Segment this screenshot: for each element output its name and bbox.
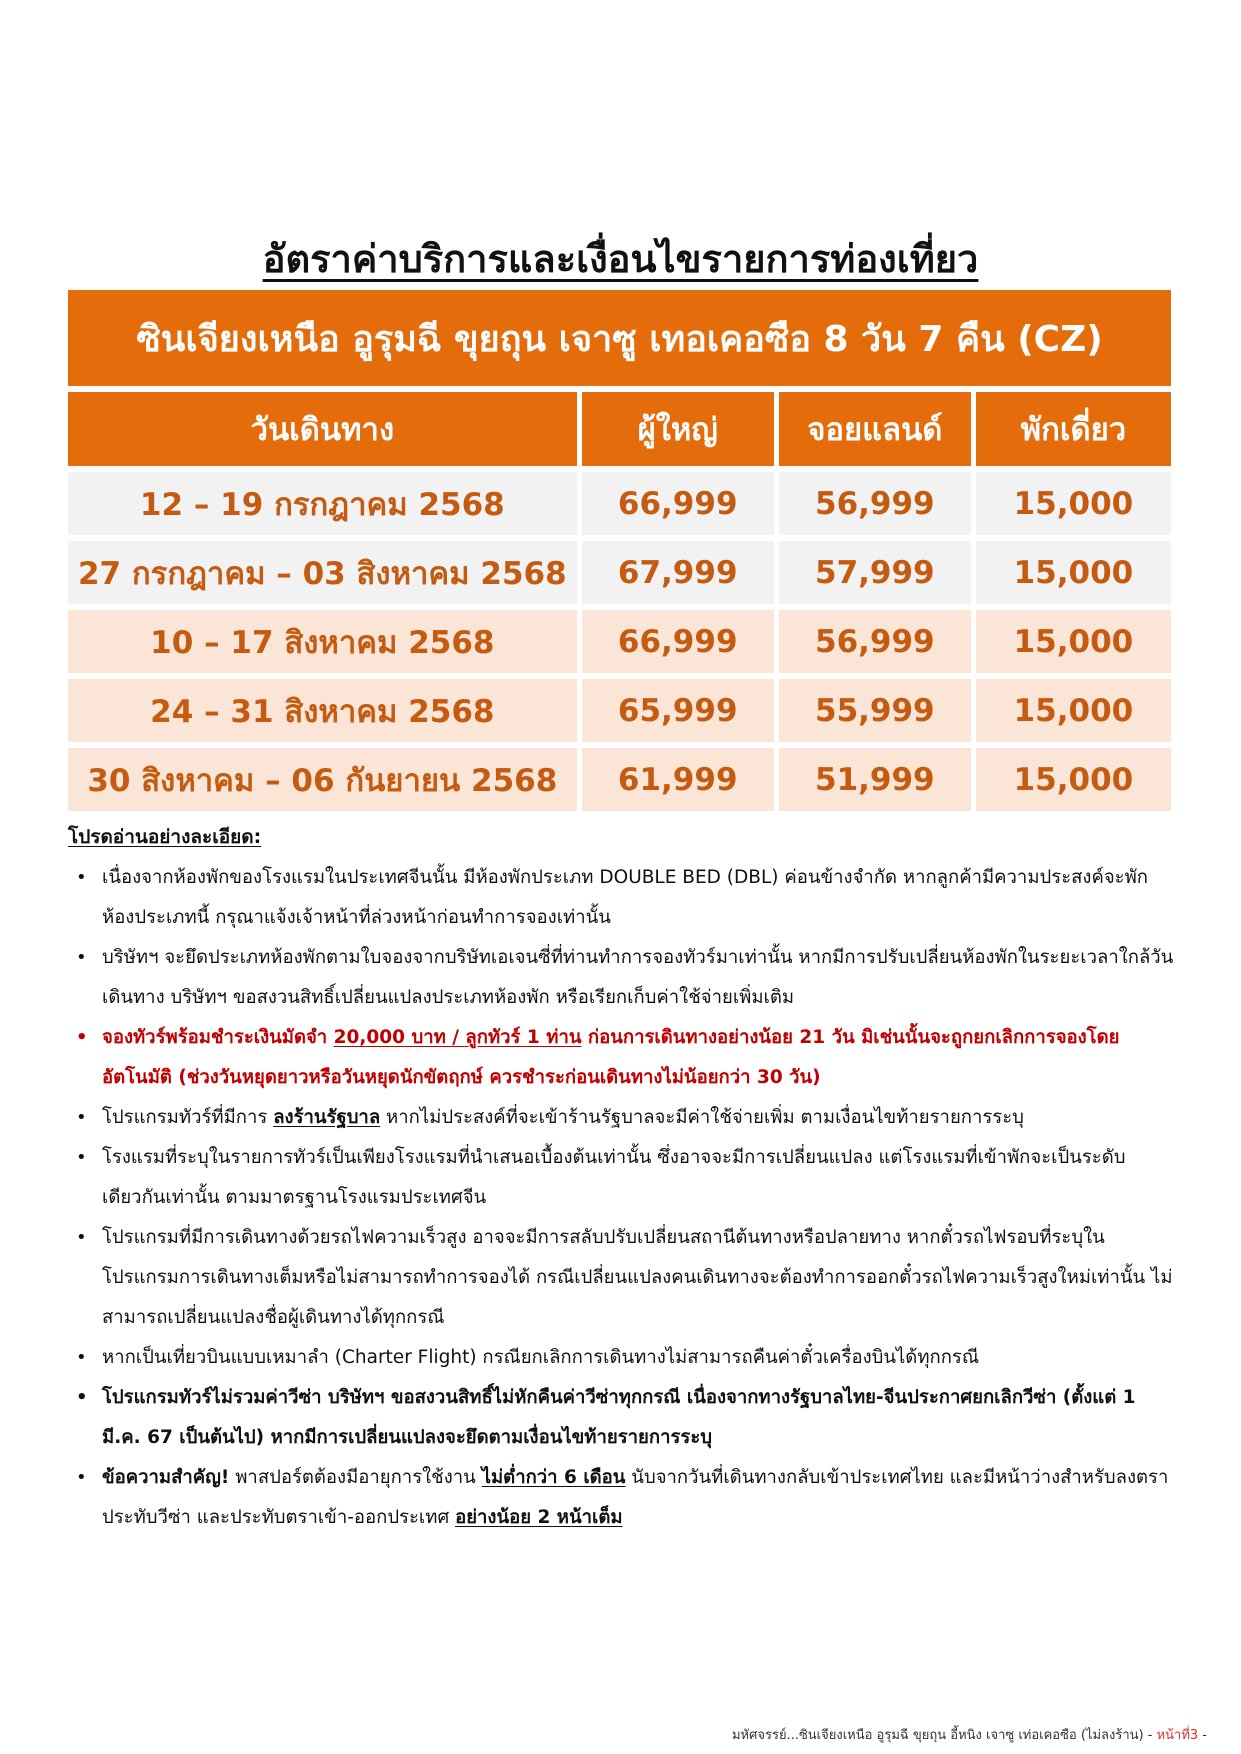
notes-heading: โปรดอ่านอย่างละเอียด: (68, 826, 262, 848)
note-text: หากไม่ประสงค์ที่จะเข้าร้านรัฐบาลจะมีค่าใช้จ่ายเพิ่ม ตามเงื่อนไขท้ายรายการระบุ (380, 1107, 1024, 1128)
note-text: เนื่องจากห้องพักของโรงแรมในประเทศจีนนั้น มีห้องพักประเภท DOUBLE BED (DBL) ค่อนข้างจำกัด หากลูกค้ามีความประสงค์จะพักห้องประเภทนี้ กรุณาแจ้งเจ้าหน้าที่ล่วงหน้าก่อนทำการจองเท่านั้น (102, 867, 1149, 928)
footer-suffix: - (1198, 1728, 1207, 1743)
note-passport (68, 1458, 1174, 1538)
row-adult-price: 66,999 (582, 610, 774, 673)
footer-page-number: หน้าที่3 (1156, 1728, 1199, 1743)
bullet-icon: • (76, 1387, 88, 1408)
bullet-icon: • (76, 1107, 87, 1128)
note-hotel (68, 1138, 1174, 1218)
table-row (68, 748, 1171, 811)
row-date: 24 – 31 สิงหาคม 2568 (68, 679, 577, 742)
bullet-icon: • (76, 1027, 88, 1048)
bullet-icon: • (76, 1147, 87, 1168)
note-text: โปรแกรมที่มีการเดินทางด้วยรถไฟความเร็วสูง อาจจะมีการสลับปรับเปลี่ยนสถานีต้นทางหรือปลายทาง หากตั๋วรถไฟรอบที่ระบุในโปรแกรมการเดินทางเต็มหรือไม่สามารถทำการจองได้ กรณีเปลี่ยนแปลงคนเดินทางจะต้องทำการออกตั๋วรถไฟความเร็วสูงใหม่เท่านั้น ไม่สามารถเปลี่ยนแปลงชื่อผู้เดินทางได้ทุกกรณี (102, 1227, 1173, 1328)
table-row (68, 541, 1171, 604)
row-joinland-price: 56,999 (779, 610, 971, 673)
row-date: 27 กรกฎาคม – 03 สิงหาคม 2568 (68, 541, 577, 604)
header-single-supplement: พักเดี่ยว (976, 392, 1171, 466)
page-footer (732, 1724, 1207, 1745)
price-table (68, 290, 1171, 811)
row-date: 10 – 17 สิงหาคม 2568 (68, 610, 577, 673)
row-single-price: 15,000 (976, 472, 1171, 535)
row-date: 30 สิงหาคม – 06 กันยายน 2568 (68, 748, 577, 811)
row-adult-price: 66,999 (582, 472, 774, 535)
row-adult-price: 65,999 (582, 679, 774, 742)
note-text: พาสปอร์ตต้องมีอายุการใช้งาน (229, 1467, 482, 1488)
bullet-icon: • (76, 947, 87, 968)
row-joinland-price: 55,999 (779, 679, 971, 742)
note-text: โปรแกรมทัวร์ที่มีการ (102, 1107, 274, 1128)
note-room-type (68, 938, 1174, 1018)
table-row (68, 472, 1171, 535)
header-travel-date: วันเดินทาง (68, 392, 577, 466)
header-adult: ผู้ใหญ่ (582, 392, 774, 466)
header-joinland: จอยแลนด์ (779, 392, 971, 466)
table-header-row (68, 392, 1171, 466)
row-adult-price: 61,999 (582, 748, 774, 811)
bullet-icon: • (76, 867, 87, 888)
notes-list (68, 858, 1174, 1538)
note-deposit (68, 1018, 1174, 1098)
notes-section (68, 822, 1174, 1538)
note-government-shop-emph: ลงร้านรัฐบาล (273, 1107, 381, 1128)
note-charter-flight (68, 1338, 1174, 1378)
bullet-icon: • (76, 1227, 87, 1248)
bullet-icon: • (76, 1347, 87, 1368)
row-date: 12 – 19 กรกฎาคม 2568 (68, 472, 577, 535)
note-text: นับจากวันที่เดินทางกลับเข้าประเทศไทย และมีหน้าว่างสำหรับลงตราประทับวีซ่า และประทับตราเข้า-ออกประเทศ (102, 1467, 1169, 1528)
note-double-bed (68, 858, 1174, 938)
row-adult-price: 67,999 (582, 541, 774, 604)
note-high-speed-train (68, 1218, 1174, 1338)
row-joinland-price: 56,999 (779, 472, 971, 535)
tour-name-banner: ซินเจียงเหนือ อูรุมฉี ขุยถุน เจาซู เทอเคอซือ 8 วัน 7 คืน (CZ) (68, 290, 1171, 386)
note-important-label: ข้อความสำคัญ! (102, 1467, 230, 1488)
note-text: โรงแรมที่ระบุในรายการทัวร์เป็นเพียงโรงแรมที่นำเสนอเบื้องต้นเท่านั้น ซึ่งอาจจะมีการเปลี่ยนแปลง แต่โรงแรมที่เข้าพักจะเป็นระดับเดียวกันเท่านั้น ตามมาตรฐานโรงแรมประเทศจีน (102, 1147, 1126, 1208)
row-single-price: 15,000 (976, 679, 1171, 742)
row-joinland-price: 51,999 (779, 748, 971, 811)
note-text: หากเป็นเที่ยวบินแบบเหมาลำ (Charter Flight) กรณียกเลิกการเดินทางไม่สามารถคืนค่าตั๋วเครื่องบินได้ทุกกรณี (102, 1347, 980, 1368)
note-text: จองทัวร์พร้อมชำระเงินมัดจำ (102, 1027, 334, 1048)
bullet-icon: • (76, 1467, 87, 1488)
note-visa (68, 1378, 1174, 1458)
page-title: อัตราค่าบริการและเงื่อนไขรายการท่องเที่ยว (262, 237, 979, 281)
note-blank-pages: อย่างน้อย 2 หน้าเต็ม (455, 1507, 623, 1528)
row-single-price: 15,000 (976, 748, 1171, 811)
table-row (68, 610, 1171, 673)
note-text: โปรแกรมทัวร์ไม่รวมค่าวีซ่า บริษัทฯ ขอสงวนสิทธิ์ไม่หักคืนค่าวีซ่าทุกกรณี เนื่องจากทางรัฐบาลไทย-จีนประกาศยกเลิกวีซ่า (ตั้งแต่ 1 มี.ค. 67 เป็นต้นไป) หากมีการเปลี่ยนแปลงจะยึดตามเงื่อนไขท้ายรายการระบุ (102, 1387, 1136, 1448)
row-single-price: 15,000 (976, 610, 1171, 673)
note-government-shop (68, 1098, 1174, 1138)
table-row (68, 679, 1171, 742)
note-text: ก่อนการเดินทางอย่างน้อย 21 วัน มิเช่นนั้นจะถูกยกเลิกการจองโดยอัตโนมัติ (ช่วงวันหยุดยาวหรือวันหยุดนักขัตฤกษ์ ควรชำระก่อนเดินทางไม่น้อยกว่า 30 วัน) (102, 1027, 1120, 1088)
note-deposit-amount: 20,000 บาท / ลูกทัวร์ 1 ท่าน (333, 1027, 582, 1048)
row-single-price: 15,000 (976, 541, 1171, 604)
footer-text: มหัศจรรย์...ซินเจียงเหนือ อูรุมฉี ขุยถุน อี้หนิง เจาซู เท่อเคอซือ (ไม่ลงร้าน) - (731, 1728, 1157, 1743)
note-passport-validity: ไม่ต่ำกว่า 6 เดือน (481, 1467, 626, 1488)
row-joinland-price: 57,999 (779, 541, 971, 604)
note-text: บริษัทฯ จะยึดประเภทห้องพักตามใบจองจากบริษัทเอเจนซี่ที่ท่านทำการจองทัวร์มาเท่านั้น หากมีการปรับเปลี่ยนห้องพักในระยะเวลาใกล้วันเดินทาง บริษัทฯ ขอสงวนสิทธิ์เปลี่ยนแปลงประเภทห้องพัก หรือเรียกเก็บค่าใช้จ่ายเพิ่มเติม (102, 947, 1174, 1008)
